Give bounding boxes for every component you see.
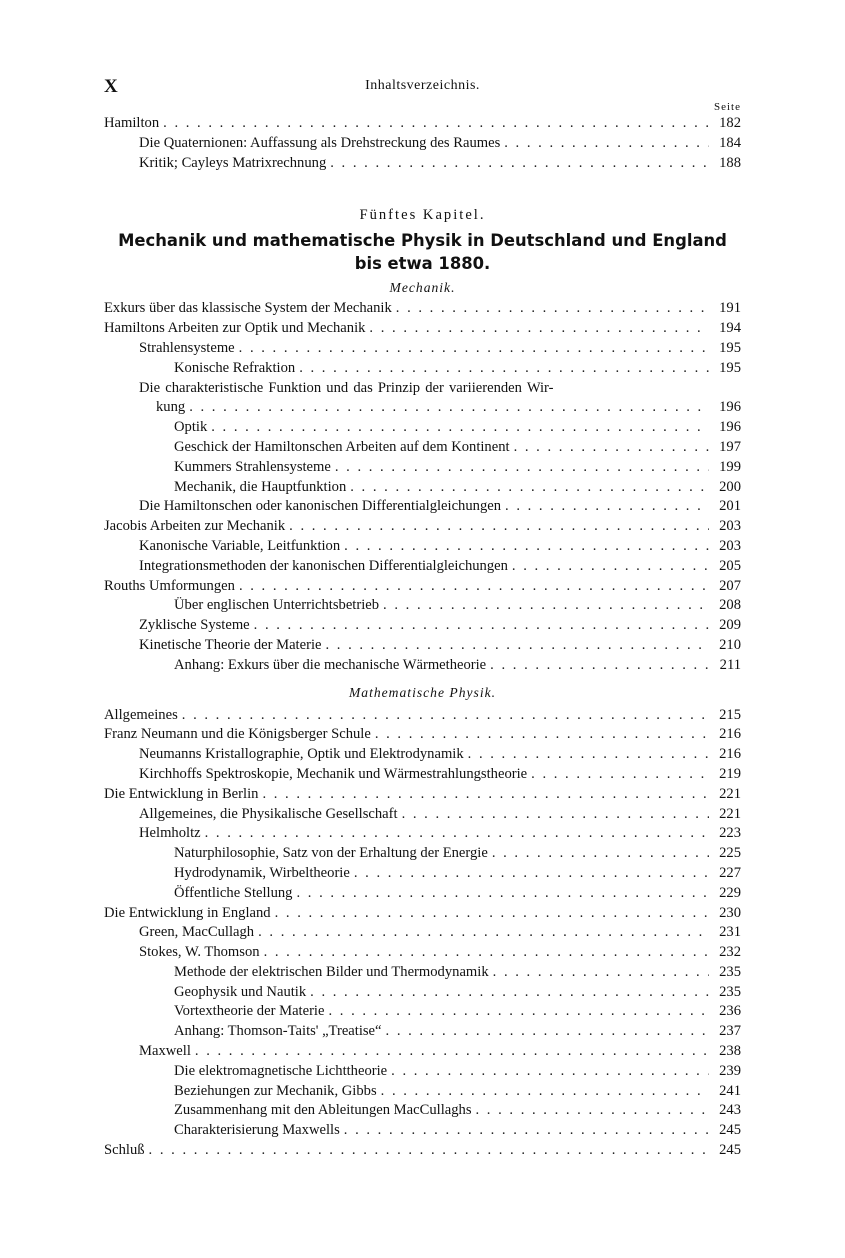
toc-entry-title: Anhang: Exkurs über die mechanische Wärmetheorie <box>174 656 487 673</box>
toc-entry-title: Maxwell <box>139 1043 191 1060</box>
toc-entry-title: Kinetische Theorie der Materie <box>139 636 322 653</box>
leader-dots <box>239 339 709 359</box>
toc-entry-page: 215 <box>719 706 741 723</box>
toc-entry-page: 210 <box>719 636 741 653</box>
toc-entry-text-line-2: kung <box>156 399 186 416</box>
toc-entry-title: Rouths Umformungen <box>104 577 235 594</box>
toc-entry <box>104 884 741 904</box>
toc-entry-title: Hamiltons Arbeiten zur Optik und Mechanik <box>104 320 366 337</box>
toc-entry-title: Optik <box>174 419 208 436</box>
toc-entry-title: Methode der elektrischen Bilder und Thermodynamik <box>174 963 489 980</box>
toc-entry-page: 203 <box>719 537 741 554</box>
leader-dots <box>296 884 709 904</box>
toc-entry-page: 199 <box>719 458 741 475</box>
toc-entry-page: 196 <box>719 419 741 436</box>
leader-dots <box>149 1141 709 1161</box>
toc-entry-title: Anhang: Thomson-Taits' „Treatise“ <box>174 1023 382 1040</box>
toc-entry-title: Kritik; Cayleys Matrixrechnung <box>139 154 327 171</box>
toc-entry-page: 194 <box>719 320 741 337</box>
toc-entry <box>104 497 741 517</box>
toc-entry <box>104 299 741 319</box>
toc-entry-page: 216 <box>719 726 741 743</box>
page-folio: X <box>104 76 119 97</box>
leader-dots <box>369 319 709 339</box>
leader-dots <box>264 943 709 963</box>
leader-dots <box>258 923 709 943</box>
leader-dots <box>375 725 709 745</box>
toc-entry <box>104 656 741 676</box>
toc-entry <box>104 706 741 726</box>
toc-entry-title: Green, MacCullagh <box>139 924 255 941</box>
toc-entry-title: Charakterisierung Maxwells <box>174 1122 340 1139</box>
leader-dots <box>189 398 709 418</box>
toc-entry <box>104 923 741 943</box>
toc-entry <box>104 557 741 577</box>
toc-entry-page: 221 <box>719 785 741 802</box>
toc-entry-title: Zusammenhang mit den Ableitungen MacCullaghs <box>174 1102 472 1119</box>
chapter-title <box>104 229 741 275</box>
toc-entry-page: 203 <box>719 518 741 535</box>
toc-entry-page: 225 <box>719 845 741 862</box>
toc-entry-page: 223 <box>719 825 741 842</box>
section-heading-mathematische-physik: Mathematische Physik. <box>348 684 497 700</box>
leader-dots <box>350 478 709 498</box>
toc-entry <box>104 636 741 656</box>
toc-entry-title: Stokes, W. Thomson <box>139 944 260 961</box>
leader-dots <box>504 134 709 154</box>
toc-entry <box>104 418 741 438</box>
toc-entry <box>104 963 741 983</box>
toc-entry-page: 237 <box>719 1023 741 1040</box>
toc-entry-title: Die elektromagnetische Lichttheorie <box>174 1062 388 1079</box>
leader-dots <box>402 805 709 825</box>
toc-entry-title: Zyklische Systeme <box>139 617 250 634</box>
toc-entry-title: Allgemeines, die Physikalische Gesellschaft <box>139 805 398 822</box>
toc-entry <box>104 983 741 1003</box>
toc-entry <box>104 765 741 785</box>
toc-entry-title: Öffentliche Stellung <box>174 884 293 901</box>
toc-entry-page: 243 <box>719 1102 741 1119</box>
toc-entry-title: Strahlensysteme <box>139 339 235 356</box>
toc-entry-page: 245 <box>719 1122 741 1139</box>
toc-entry-title: Konische Refraktion <box>174 359 296 376</box>
toc-entry-page: 184 <box>719 134 741 151</box>
toc-entry <box>104 1082 741 1102</box>
toc-entry <box>104 725 741 745</box>
toc-entry-title: Beziehungen zur Mechanik, Gibbs <box>174 1082 377 1099</box>
running-head <box>104 76 741 98</box>
toc-entry-continuation <box>104 398 741 418</box>
toc-entry <box>104 844 741 864</box>
leader-dots <box>492 844 709 864</box>
toc-entry-title: Hamilton <box>104 115 160 131</box>
toc-entry <box>104 577 741 597</box>
toc-entry-title: Integrationsmethoden der kanonischen Differentialgleichungen <box>139 557 508 574</box>
chapter-title-line-2: bis etwa 1880. <box>354 254 491 274</box>
toc-entry <box>104 1101 741 1121</box>
toc-entry-title: Kummers Strahlensysteme <box>174 458 331 475</box>
toc-entry <box>104 785 741 805</box>
toc-entry-page: 205 <box>719 557 741 574</box>
leader-dots <box>325 636 709 656</box>
toc-entry-page: 241 <box>719 1082 741 1099</box>
toc-entry-multiline <box>104 379 741 419</box>
toc-entry-page: 229 <box>719 884 741 901</box>
toc-entry <box>104 943 741 963</box>
toc-entry-title: Neumanns Kristallographie, Optik und Elektrodynamik <box>139 746 464 763</box>
toc-entry <box>104 1042 741 1062</box>
toc-entry-page: 195 <box>719 359 741 376</box>
toc-entry <box>104 904 741 924</box>
top-entries <box>104 114 741 173</box>
leader-dots <box>239 577 709 597</box>
leader-dots <box>335 458 709 478</box>
toc-entry <box>104 458 741 478</box>
toc-entry <box>104 1141 741 1161</box>
toc-entry-page: 219 <box>719 765 741 782</box>
toc-entry-title: Allgemeines <box>104 706 178 723</box>
section-physik-entries <box>104 706 741 1161</box>
toc-entry <box>104 824 741 844</box>
leader-dots <box>254 616 709 636</box>
toc-entry-title: Geschick der Hamiltonschen Arbeiten auf dem Kontinent <box>174 438 510 455</box>
running-title: Inhaltsverzeichnis. <box>365 78 480 93</box>
toc-entry-title: Schluß <box>104 1142 145 1159</box>
toc-entry <box>104 596 741 616</box>
chapter-title-line-1: Mechanik und mathematische Physik in Deutschland und England <box>118 231 727 251</box>
toc-entry <box>104 1062 741 1082</box>
toc-entry-title: Mechanik, die Hauptfunktion <box>174 478 347 495</box>
toc-entry-title: Hydrodynamik, Wirbeltheorie <box>174 864 350 881</box>
section-mechanik-entries-b <box>104 418 741 675</box>
toc-entry <box>104 319 741 339</box>
leader-dots <box>490 656 709 676</box>
toc-entry-page: 216 <box>719 746 741 763</box>
toc-entry-page: 235 <box>719 983 741 1000</box>
leader-dots <box>493 963 709 983</box>
leader-dots <box>330 154 709 174</box>
toc-entry-title: Die Quaternionen: Auffassung als Drehstreckung des Raumes <box>139 134 501 151</box>
toc-entry-title: Vortextheorie der Materie <box>174 1003 325 1020</box>
toc-entry-title: Naturphilosophie, Satz von der Erhaltung der Energie <box>174 845 488 862</box>
toc-entry <box>104 359 741 379</box>
toc-entry-page: 238 <box>719 1043 741 1060</box>
toc-entry <box>104 438 741 458</box>
leader-dots <box>328 1002 709 1022</box>
toc-entry-page: 231 <box>719 924 741 941</box>
toc-entry-page: 182 <box>719 115 741 131</box>
leader-dots <box>476 1101 710 1121</box>
toc-entry-page: 245 <box>719 1142 741 1159</box>
leader-dots <box>391 1062 709 1082</box>
toc-entry <box>104 537 741 557</box>
leader-dots <box>344 1121 709 1141</box>
leader-dots <box>262 785 709 805</box>
toc-entry-page: 208 <box>719 597 741 614</box>
toc-entry-title: Kanonische Variable, Leitfunktion <box>139 537 341 554</box>
leader-dots <box>381 1082 709 1102</box>
toc-entry-title: Geophysik und Nautik <box>174 983 307 1000</box>
leader-dots <box>344 537 709 557</box>
toc-entry <box>104 1022 741 1042</box>
toc-entry <box>104 114 741 134</box>
toc-entry <box>104 864 741 884</box>
toc-entry-page: 200 <box>719 478 741 495</box>
leader-dots <box>195 1042 709 1062</box>
toc-entry-page: 191 <box>719 300 741 317</box>
toc-entry-text-line-1: Die charakteristische Funktion und das Prinzip der variierenden Wir- <box>139 379 554 396</box>
leader-dots <box>514 438 709 458</box>
leader-dots <box>505 497 709 517</box>
toc-entry-page: 207 <box>719 577 741 594</box>
toc-entry <box>104 134 741 154</box>
toc-page <box>104 76 741 1161</box>
toc-entry-title: Die Entwicklung in Berlin <box>104 785 259 802</box>
toc-entry-page: 239 <box>719 1062 741 1079</box>
leader-dots <box>182 706 709 726</box>
toc-entry-page: 211 <box>719 656 741 673</box>
leader-dots <box>205 824 709 844</box>
section-heading-mechanik: Mechanik. <box>389 280 456 296</box>
leader-dots <box>512 557 709 577</box>
toc-entry-page: 227 <box>719 864 741 881</box>
leader-dots <box>468 745 709 765</box>
toc-entry-page: 236 <box>719 1003 741 1020</box>
toc-entry-title: Franz Neumann und die Königsberger Schule <box>104 726 371 743</box>
toc-entry <box>104 517 741 537</box>
toc-entry-title: Helmholtz <box>139 825 201 842</box>
leader-dots <box>383 596 709 616</box>
leader-dots <box>531 765 709 785</box>
toc-entry-page: 232 <box>719 944 741 961</box>
toc-entry-page: 197 <box>719 438 741 455</box>
leader-dots <box>396 299 709 319</box>
toc-entry-page: 201 <box>719 498 741 515</box>
toc-entry <box>104 745 741 765</box>
toc-entry-page: 195 <box>719 339 741 356</box>
seite-label: Seite <box>714 101 741 113</box>
toc-entry-page: 209 <box>719 617 741 634</box>
leader-dots <box>289 517 709 537</box>
toc-entry <box>104 478 741 498</box>
leader-dots <box>299 359 709 379</box>
leader-dots <box>354 864 709 884</box>
toc-entry-page: 196 <box>719 399 741 416</box>
toc-entry-title: Kirchhoffs Spektroskopie, Mechanik und Wärmestrahlungstheorie <box>139 765 528 782</box>
toc-entry-title: Jacobis Arbeiten zur Mechanik <box>104 518 286 535</box>
toc-entry <box>104 616 741 636</box>
toc-entry <box>104 805 741 825</box>
toc-entry-title: Die Entwicklung in England <box>104 904 271 921</box>
toc-entry <box>104 154 741 174</box>
toc-entry <box>104 339 741 359</box>
toc-entry-page: 235 <box>719 963 741 980</box>
toc-entry-title: Die Hamiltonschen oder kanonischen Differentialgleichungen <box>139 498 502 515</box>
leader-dots <box>163 114 709 134</box>
toc-entry-page: 221 <box>719 805 741 822</box>
toc-entry <box>104 1002 741 1022</box>
leader-dots <box>386 1022 709 1042</box>
toc-entry-page: 188 <box>719 154 741 171</box>
toc-entry <box>104 1121 741 1141</box>
leader-dots <box>211 418 709 438</box>
leader-dots <box>275 904 709 924</box>
leader-dots <box>310 983 709 1003</box>
toc-entry-title: Über englischen Unterrichtsbetrieb <box>174 597 380 614</box>
chapter-label: Fünftes Kapitel. <box>359 207 486 224</box>
toc-entry-page: 230 <box>719 904 741 921</box>
section-mechanik-entries-a <box>104 299 741 378</box>
toc-entry-title: Exkurs über das klassische System der Mechanik <box>104 300 392 317</box>
